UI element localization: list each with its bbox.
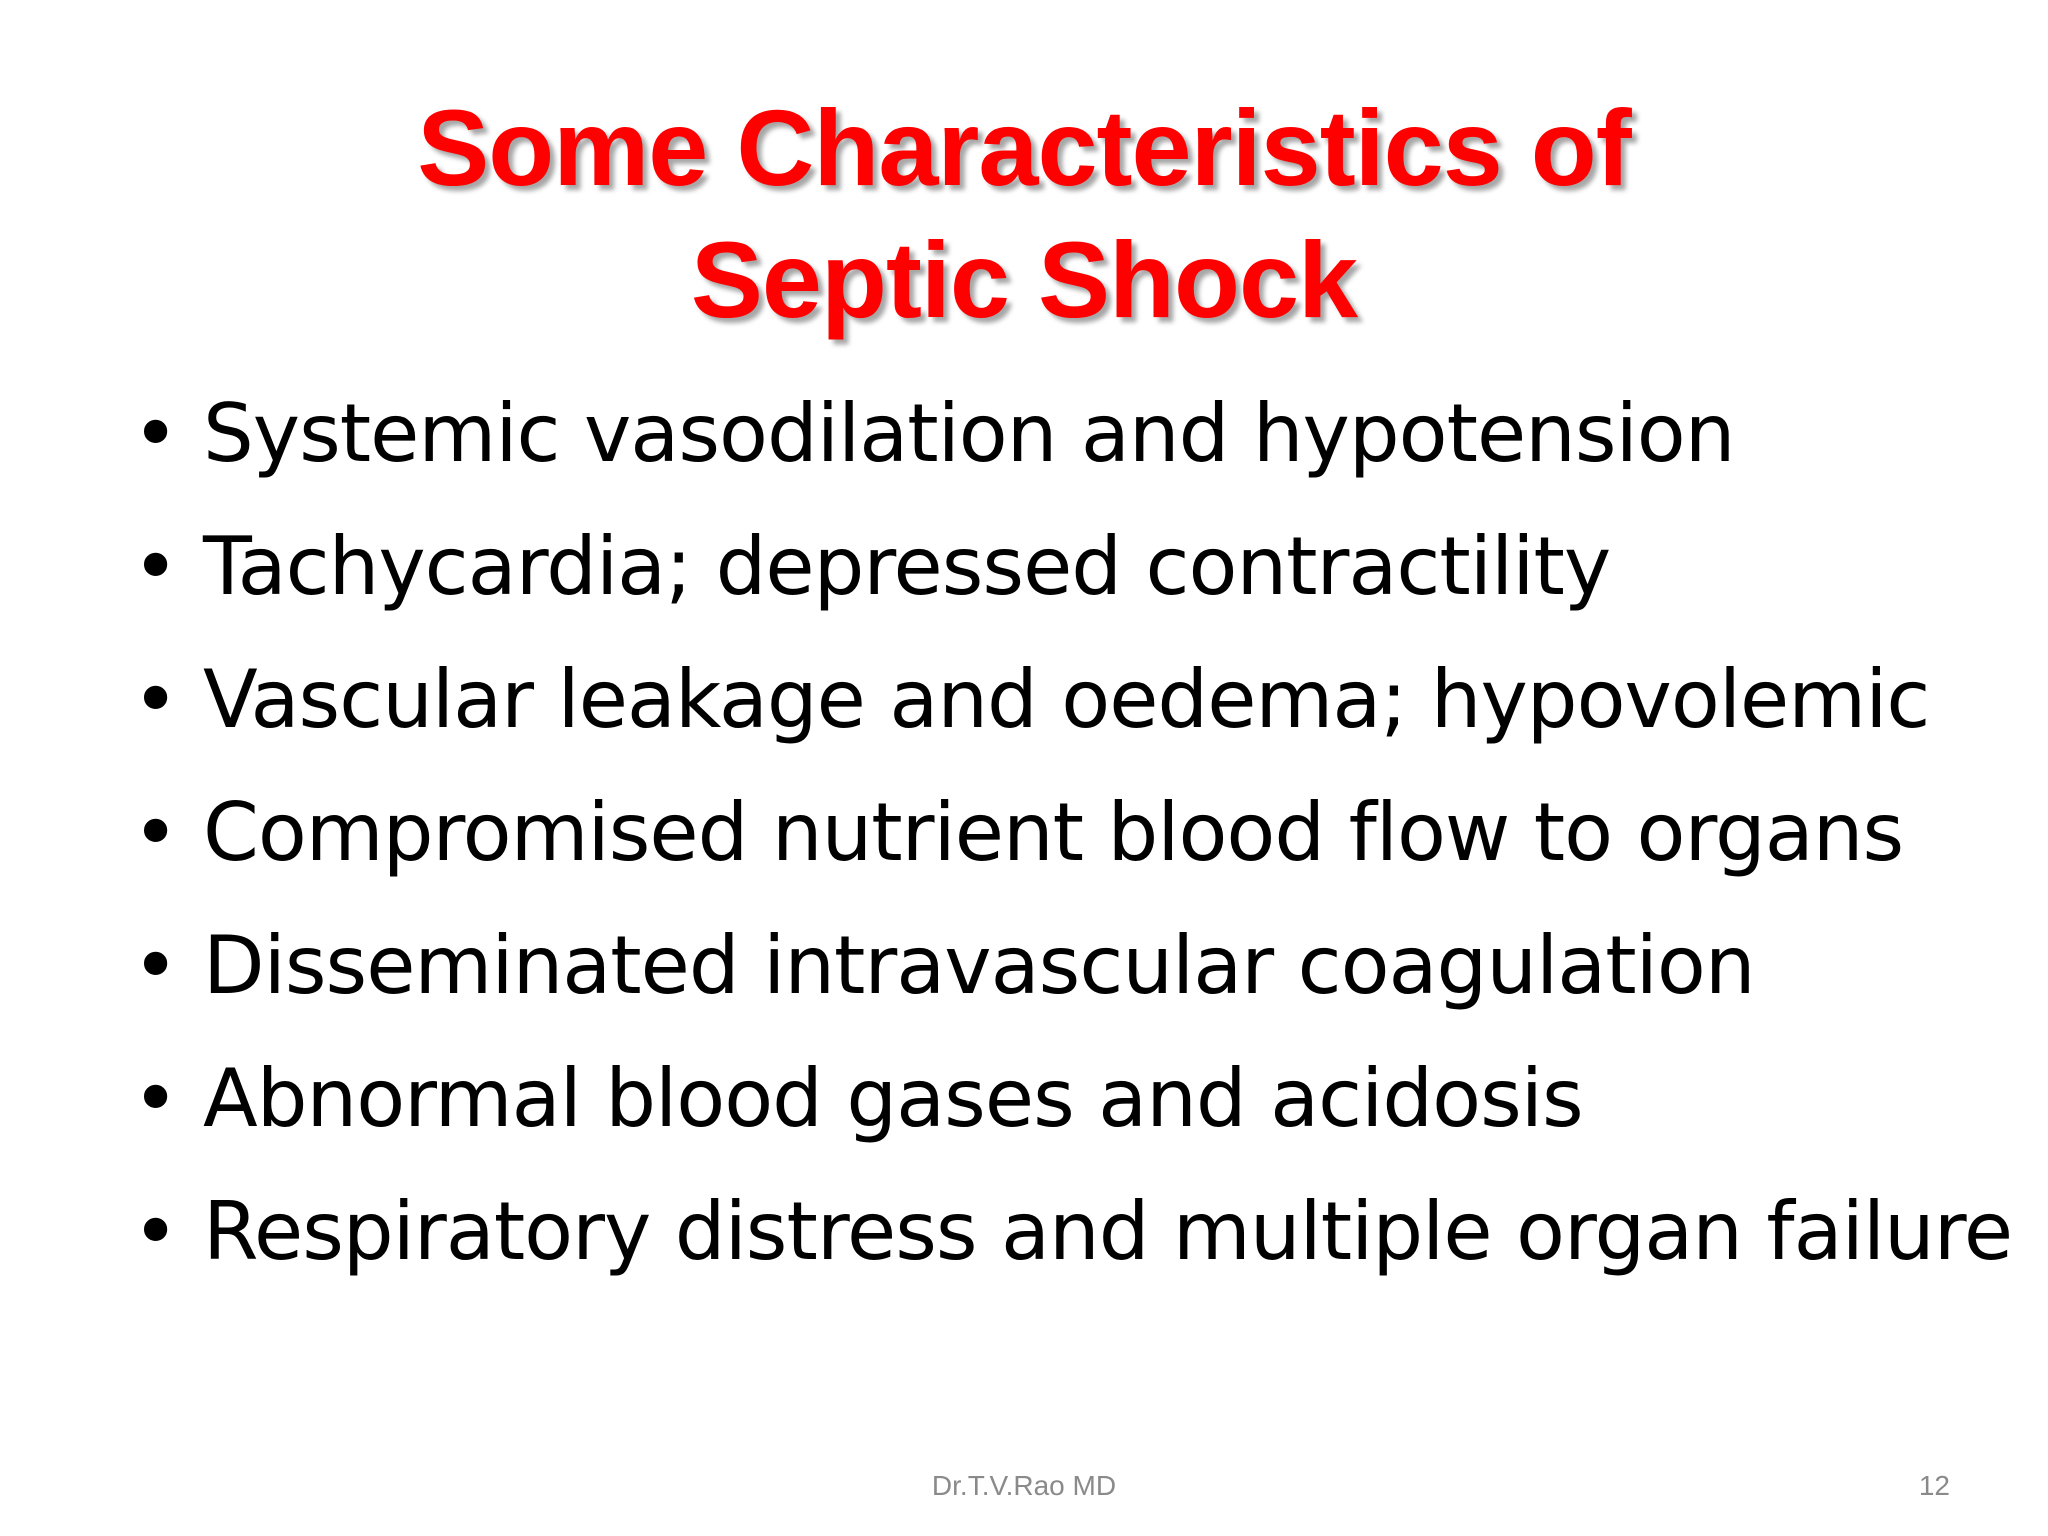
bullet-text: Systemic vasodilation and hypotension (203, 387, 1735, 480)
bullet-icon: • (132, 520, 180, 613)
bullet-text: Vascular leakage and oedema; hypovolemic (203, 653, 1930, 746)
bullet-text: Respiratory distress and multiple organ failure (203, 1185, 2013, 1278)
bullet-icon: • (132, 387, 180, 480)
bullet-icon: • (132, 786, 180, 879)
bullet-text: Disseminated intravascular coagulation (203, 919, 1755, 1012)
bullet-icon: • (132, 919, 180, 1012)
page-number: 12 (1918, 1470, 1950, 1501)
bullet-text: Tachycardia; depressed contractility (203, 520, 1611, 613)
bullet-text: Abnormal blood gases and acidosis (203, 1052, 1583, 1145)
bullet-text: Compromised nutrient blood flow to organs (203, 786, 1904, 879)
title-line-1: Some Characteristics of (417, 87, 1631, 208)
bullet-icon: • (132, 1052, 180, 1145)
footer-author: Dr.T.V.Rao MD (931, 1470, 1117, 1501)
title-line-2: Septic Shock (690, 219, 1358, 340)
bullet-icon: • (132, 1185, 180, 1278)
slide-title (0, 82, 2048, 346)
bullet-icon: • (132, 653, 180, 746)
